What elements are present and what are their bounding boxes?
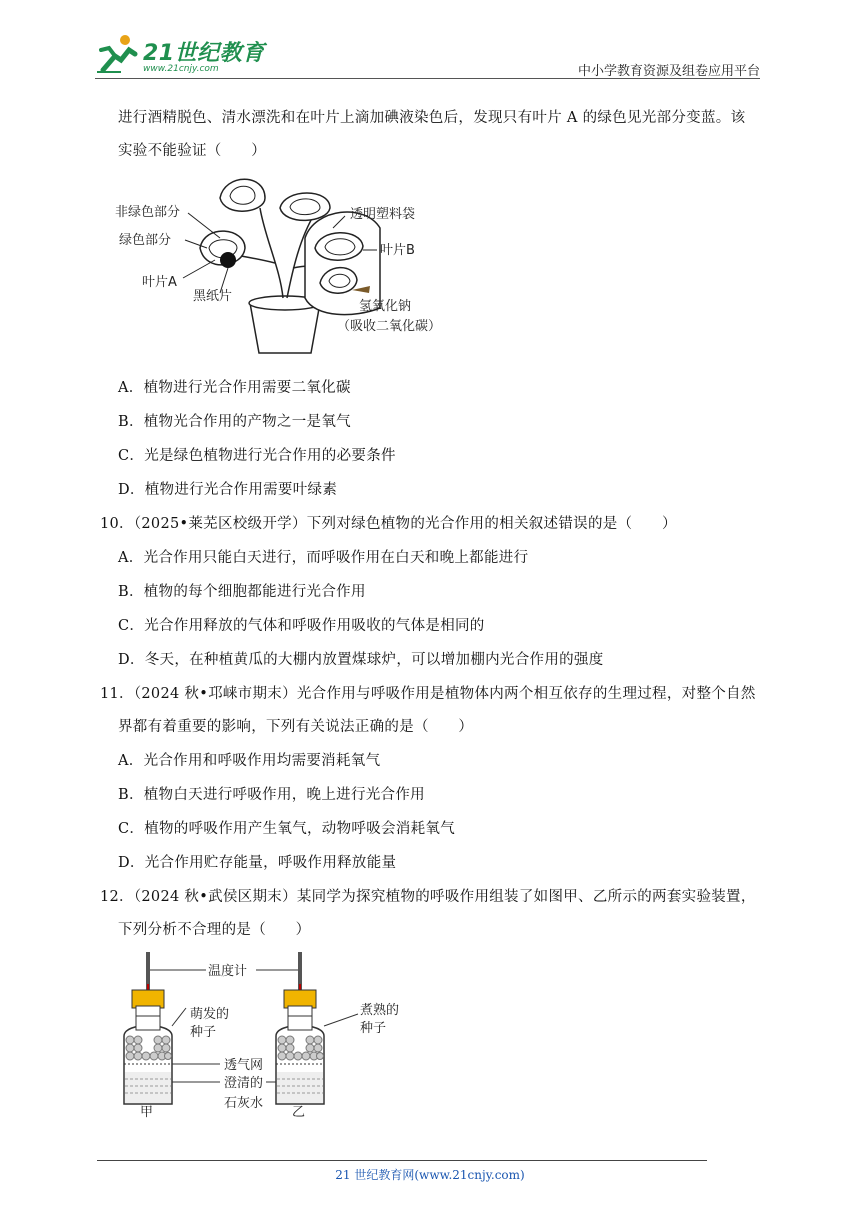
jar-jia [124, 952, 172, 1104]
q10-option-d: D．冬天，在种植黄瓜的大棚内放置煤球炉，可以增加棚内光合作用的强度 [118, 652, 604, 668]
label-limewater-2: 石灰水 [224, 1096, 264, 1111]
label-cooked-2: 种子 [360, 1021, 387, 1036]
label-limewater-1: 澄清的 [224, 1076, 264, 1091]
logo-url: www.21cnjy.com [143, 64, 219, 74]
page-header [95, 32, 760, 80]
q12-stem-line2: 下列分析不合理的是（ ） [118, 922, 311, 938]
q11-option-b: B．植物白天进行呼吸作用，晚上进行光合作用 [118, 787, 425, 803]
label-thermometer: 温度计 [208, 964, 248, 979]
label-leaf-a: 叶片A [142, 275, 177, 290]
respiration-apparatus-figure [110, 944, 420, 1119]
q9-option-a: A．植物进行光合作用需要二氧化碳 [118, 380, 351, 396]
footer-divider [97, 1160, 707, 1161]
q9-option-b: B．植物光合作用的产物之一是氧气 [118, 414, 351, 430]
q10-stem: 10．（2025•莱芜区校级开学）下列对绿色植物的光合作用的相关叙述错误的是（ ） [100, 516, 677, 532]
q9-option-d: D．植物进行光合作用需要叶绿素 [118, 482, 338, 498]
jar-yi [276, 952, 324, 1104]
q9-stem-line1: 进行酒精脱色、清水漂洗和在叶片上滴加碘液染色后，发现只有叶片 A 的绿色见光部分变蓝。该 [118, 110, 746, 126]
q11-option-d: D．光合作用贮存能量，呼吸作用释放能量 [118, 855, 397, 871]
label-jia: 甲 [140, 1105, 154, 1119]
q11-stem-line1: 11．（2024 秋•邛崃市期末）光合作用与呼吸作用是植物体内两个相互依存的生理过程，对整个自然 [100, 686, 756, 702]
label-net: 透气网 [224, 1058, 264, 1073]
label-sprouted-2: 种子 [190, 1025, 217, 1040]
label-yi: 乙 [292, 1105, 306, 1119]
q9-option-c: C．光是绿色植物进行光合作用的必要条件 [118, 448, 396, 464]
label-naoh: 氢氧化钠 [359, 299, 412, 314]
q12-stem-line1: 12．（2024 秋•武侯区期末）某同学为探究植物的呼吸作用组装了如图甲、乙所示的两套实验装置， [100, 889, 756, 905]
q11-option-a: A．光合作用和呼吸作用均需要消耗氧气 [118, 753, 381, 769]
label-nongreen: 非绿色部分 [115, 205, 181, 220]
q11-stem-line2: 界都有着重要的影响，下列有关说法正确的是（ ） [118, 719, 474, 735]
platform-title: 中小学教育资源及组卷应用平台 [577, 64, 760, 79]
label-cooked-1: 煮熟的 [360, 1003, 400, 1018]
label-black-paper: 黑纸片 [193, 289, 233, 304]
plant-experiment-figure [115, 168, 455, 358]
label-leaf-b: 叶片B [380, 243, 415, 258]
q10-option-a: A．光合作用只能白天进行，而呼吸作用在白天和晚上都能进行 [118, 550, 529, 566]
header-divider [95, 78, 760, 79]
site-logo [95, 32, 275, 80]
q10-option-b: B．植物的每个细胞都能进行光合作用 [118, 584, 366, 600]
q10-option-c: C．光合作用释放的气体和呼吸作用吸收的气体是相同的 [118, 618, 485, 634]
logo-text: 21世纪教育 [143, 41, 265, 66]
label-sprouted-1: 萌发的 [190, 1007, 230, 1022]
label-naoh-note: （吸收二氧化碳） [337, 319, 442, 334]
footer-link[interactable]: 21 世纪教育网(www.21cnjy.com) [335, 1168, 525, 1182]
q9-stem-line2: 实验不能验证（ ） [118, 143, 266, 159]
label-green: 绿色部分 [119, 233, 172, 248]
runner-logo-icon [95, 32, 141, 76]
label-bag: 透明塑料袋 [350, 207, 416, 222]
q11-option-c: C．植物的呼吸作用产生氧气，动物呼吸会消耗氧气 [118, 821, 455, 837]
